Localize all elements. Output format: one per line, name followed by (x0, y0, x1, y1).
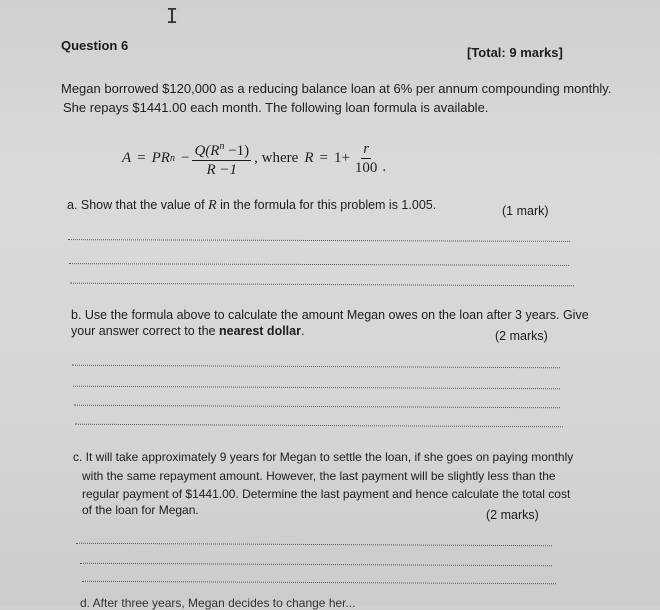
part-a-marks: (1 mark) (502, 204, 549, 218)
part-b-line-1: b. Use the formula above to calculate the amount Megan owes on the loan after 3 years. Give (71, 308, 589, 322)
formula-one-plus: 1+ (333, 150, 350, 166)
part-c-line-2: with the same repayment amount. However, the last payment will be slightly less than the (82, 469, 556, 483)
answer-line-a3[interactable] (70, 283, 574, 287)
formula-num-tail: −1) (224, 143, 250, 159)
answer-line-b3[interactable] (74, 405, 560, 409)
answer-line-a1[interactable] (68, 239, 570, 242)
formula-eq: = (137, 150, 146, 166)
formula-fraction (192, 138, 251, 179)
part-c-line-4: of the loan for Megan. (82, 503, 199, 517)
formula-eq2: = (319, 150, 328, 166)
part-a-text: a. Show that the value of R in the formula for this problem is 1.005. (67, 198, 437, 213)
intro-line-2: She repays $1441.00 each month. The following loan formula is available. (63, 100, 489, 115)
answer-line-a2[interactable] (69, 263, 569, 266)
text-cursor-icon: I (166, 4, 179, 28)
part-c-line-3: regular payment of $1441.00. Determine the last payment and hence calculate the total cost (82, 487, 571, 501)
part-b-line-2: your answer correct to the nearest dollar. (71, 324, 305, 338)
intro-line-1: Megan borrowed $120,000 as a reducing balance loan at 6% per annum compounding monthly. (61, 81, 612, 96)
answer-line-b4[interactable] (75, 424, 563, 428)
formula-den: R −1 (206, 162, 238, 178)
formula-r: r (363, 140, 370, 157)
formula-num: Q(R (194, 143, 220, 159)
formula-R: R (304, 150, 314, 166)
answer-line-b1[interactable] (72, 365, 560, 369)
part-c-marks: (2 marks) (486, 508, 539, 522)
formula-num-exp: n (219, 141, 225, 152)
formula-minus: − (180, 150, 190, 166)
formula-exp-n: n (169, 153, 175, 164)
loan-formula (122, 138, 386, 179)
part-b-marks: (2 marks) (495, 329, 548, 343)
formula-A: A (122, 150, 132, 166)
answer-line-c1[interactable] (76, 543, 552, 546)
formula-rate-fraction (353, 141, 380, 177)
answer-line-c3[interactable] (82, 581, 556, 584)
answer-line-b2[interactable] (73, 386, 560, 390)
part-d-partial: d. After three years, Megan decides to change her... (80, 596, 356, 610)
formula-dot: . (382, 159, 387, 175)
answer-line-c2[interactable] (80, 563, 552, 566)
part-c-line-1: c. It will take approximately 9 years for Megan to settle the loan, if she goes on paying monthly (73, 450, 574, 464)
total-marks: [Total: 9 marks] (467, 45, 563, 60)
formula-where: , where (254, 150, 299, 166)
formula-hundred: 100 (354, 159, 378, 176)
question-title: Question 6 (61, 38, 129, 53)
formula-PR: PR (151, 150, 170, 166)
